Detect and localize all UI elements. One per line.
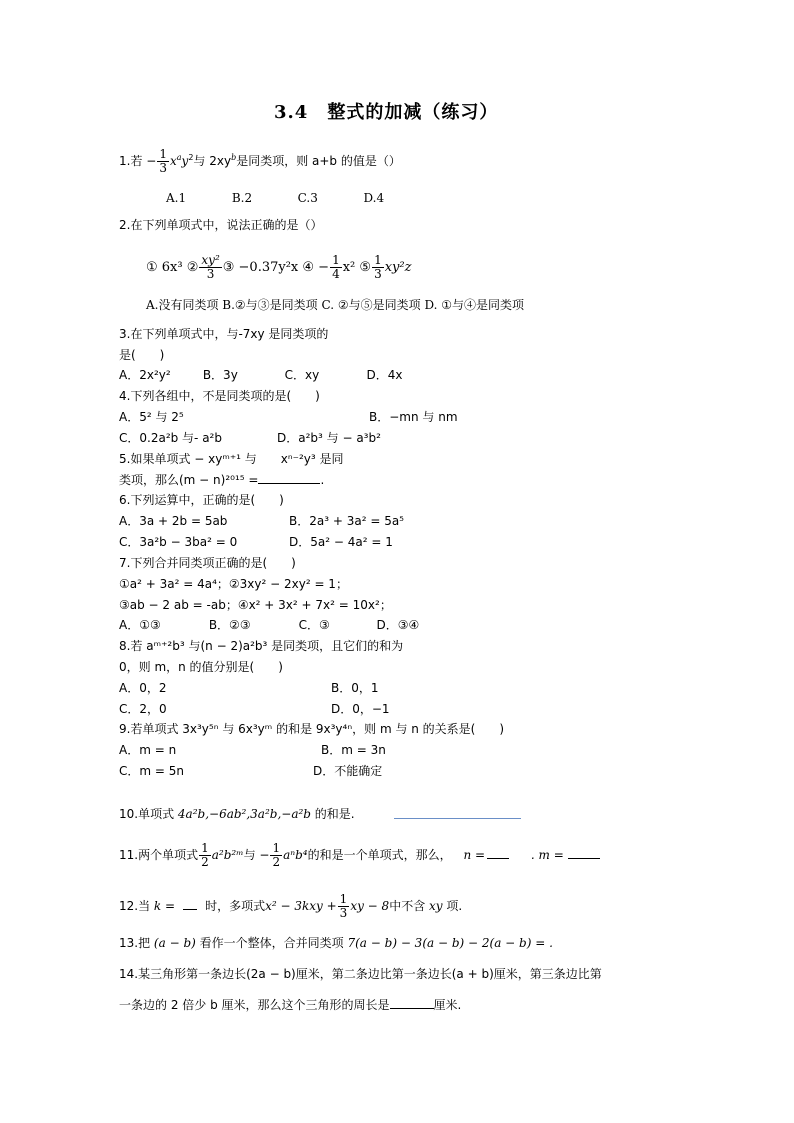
q2-options: A.没有同类项 B.②与③是同类项 C. ②与⑤是同类项 D. ①与④是同类项 (146, 298, 525, 312)
question-7-line-1: ①a² + 3a² = 4a⁴；②3xy² − 2xy² = 1； (119, 577, 348, 591)
q1-option-b: B.2 (231, 191, 253, 205)
q3-options: A．2x²y² B．3y C．xy D．4x (119, 368, 403, 382)
page-title: 3.4 整式的加减（练习） (274, 102, 499, 123)
q7-options: A．①③ B．②③ C．③ D．③④ (119, 618, 420, 632)
q8-options-ab: A．0，2 B．0，1 (119, 681, 379, 695)
q1-option-c: C.3 (297, 191, 318, 205)
question-14-line-1: 14.某三角形第一条边长(2a − b)厘米，第二条边比第一条边长(a + b)厘米，第三条边比第 (119, 967, 602, 981)
question-4-stem: 4.下列各组中，不是同类项的是( ) (119, 389, 320, 403)
question-2-stem: 2.在下列单项式中，说法正确的是（） (119, 218, 323, 232)
q6-options-cd: C．3a²b − 3ba² = 0 D．5a² − 4a² = 1 (119, 535, 393, 549)
q11-n-blank[interactable] (487, 858, 509, 859)
question-9-stem: 9.若单项式 3x³y⁵ⁿ 与 6x³yᵐ 的和是 9x³y⁴ⁿ，则 m 与 n 的关系是( ) (119, 722, 505, 736)
question-2-items: ① 6x³ ② $\frac{\text{xy²}}{3}$ ③ −0.37y²x ④ − $\frac{1}{4}$ x² ⑤ $\frac{1}{3}$ xy²z (146, 253, 412, 281)
q6-options-ab: A．3a + 2b = 5ab B．2a³ + 3a² = 5a⁵ (119, 514, 404, 528)
question-11: 11.两个单项式 $\frac{1}{2}$ a²b²ᵐ与 − $\frac{1}{2}$ aⁿb⁴的和是一个单项式，那么， n = . m = (119, 842, 600, 869)
q1-option-d: D.4 (363, 191, 385, 205)
q10-answer-line[interactable] (394, 818, 521, 819)
question-3-stem: 3.在下列单项式中，与-7xy 是同类项的 (119, 327, 329, 341)
q4-options-cd: C．0.2a²b 与- a²b D．a²b³ 与 − a³b² (119, 431, 381, 445)
q1-prefix: 1.若 − (119, 154, 157, 168)
q1-fraction: $\frac{1}{3}$ (159, 147, 167, 175)
question-7-line-2: ③ab − 2 ab = -ab；④x² + 3x² + 7x² = 10x²； (119, 598, 392, 612)
q11-m-blank[interactable] (568, 858, 600, 859)
question-7-stem: 7.下列合并同类项正确的是( ) (119, 556, 296, 570)
q4-options-ab: A．5² 与 2⁵ B．−mn 与 nm (119, 410, 458, 424)
question-5-line-2: 类项，那么(m − n)²⁰¹⁵ = . (119, 473, 325, 487)
question-14-line-2: 一条边的 2 倍少 b 厘米，那么这个三角形的周长是 厘米. (119, 998, 462, 1012)
q8-options-cd: C．2，0 D．0，−1 (119, 702, 390, 716)
question-12: 12.当 k = 时，多项式x² − 3kxy + $\frac{1}{3}$ xy − 8中不含 xy 项. (119, 892, 463, 920)
question-10: 10.单项式 4a²b,−6ab²,3a²b,−a²b 的和是. (119, 807, 355, 821)
q5-answer-blank[interactable] (258, 483, 320, 484)
q1-options (166, 190, 384, 206)
question-8-line-2: 0，则 m，n 的值分别是( ) (119, 660, 283, 674)
q9-options-cd: C．m = 5n D．不能确定 (119, 764, 383, 778)
q9-options-ab: A．m = n B．m = 3n (119, 743, 386, 757)
question-6-stem: 6.下列运算中，正确的是( ) (119, 493, 284, 507)
q14-answer-blank[interactable] (390, 1008, 434, 1009)
question-8-line-1: 8.若 aᵐ⁺²b³ 与(n − 2)a²b³ 是同类项，且它们的和为 (119, 639, 404, 653)
question-13: 13.把 (a − b) 看作一个整体，合并同类项 7(a − b) − 3(a − b) − 2(a − b) = . (119, 936, 553, 950)
question-5-line-1: 5.如果单项式 − xyᵐ⁺¹ 与 xⁿ⁻²y³ 是同 (119, 452, 344, 466)
q1-option-a: A.1 (166, 191, 187, 205)
question-1: 1.若 − $\frac{1}{3}$ $x^ay^2$与 $2xy^b$是同类项，则 a+b 的值是（） (119, 147, 401, 175)
question-3-stem-2: 是( ) (119, 348, 165, 362)
q12-k-blank[interactable] (183, 909, 197, 910)
